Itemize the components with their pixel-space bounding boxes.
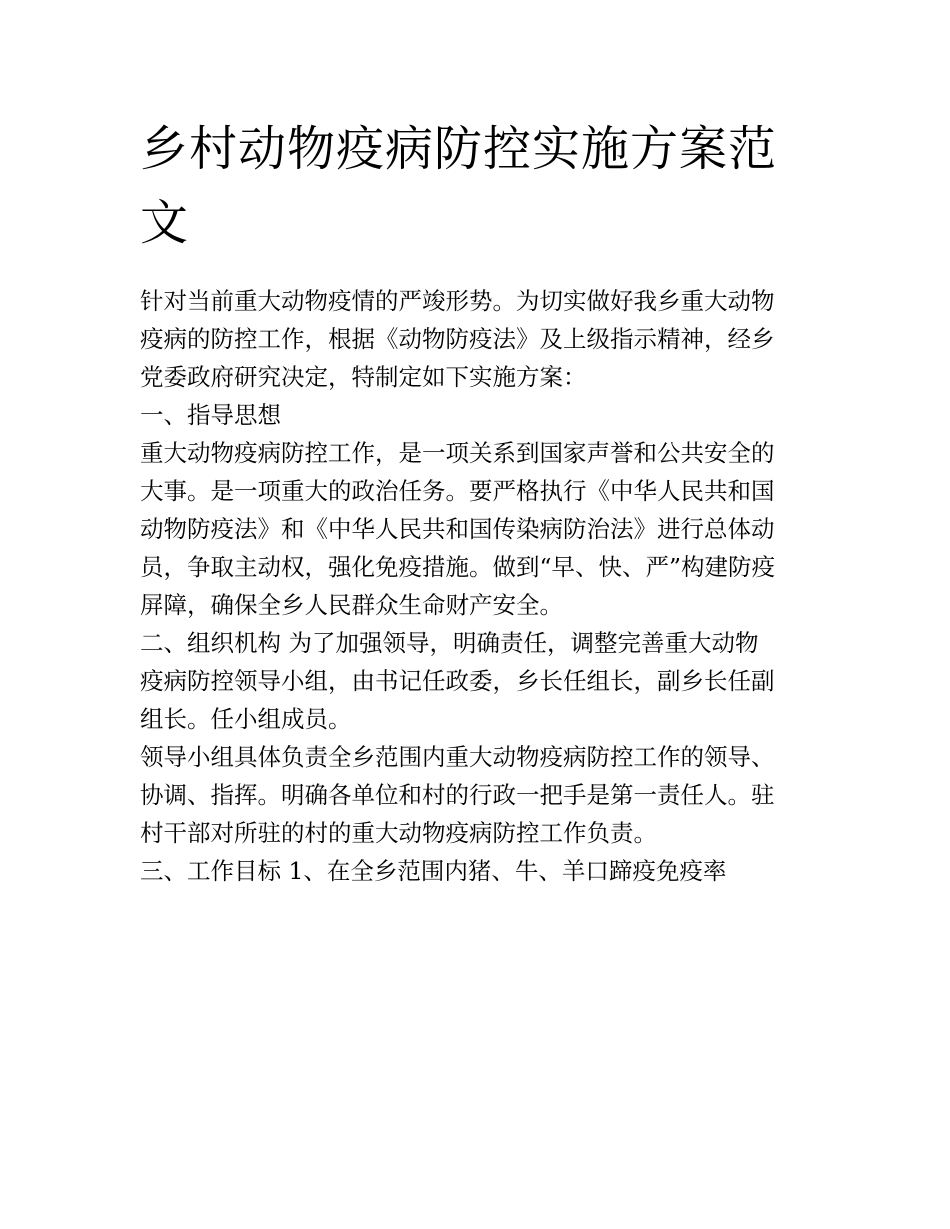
paragraph-work-goals — [140, 852, 820, 890]
document-body — [140, 282, 820, 890]
text-line: 动物防疫法》和《中华人民共和国传染病防治法》进行总体动 — [140, 515, 775, 543]
paragraph-intro — [140, 282, 820, 396]
title-line: 乡村动物疫病防控实施方案范 — [140, 121, 778, 177]
text-line: 疫病的防控工作，根据《动物防疫法》及上级指示精神，经乡 — [140, 325, 775, 353]
text-line: 大事。是一项重大的政治任务。要严格执行《中华人民共和国 — [140, 477, 775, 505]
text-line: 协调、指挥。明确各单位和村的行政一把手是第一责任人。驻 — [140, 781, 775, 809]
text-line: 屏障，确保全乡人民群众生命财产安全。 — [140, 591, 563, 619]
paragraph-leadership-duties — [140, 738, 820, 852]
text-line: 重大动物疫病防控工作，是一项关系到国家声誉和公共安全的 — [140, 439, 775, 467]
text-line: 组长。任小组成员。 — [140, 705, 352, 733]
text-line: 员，争取主动权，强化免疫措施。做到“早、快、严”构建防疫 — [140, 553, 776, 581]
text-line: 领导小组具体负责全乡范围内重大动物疫病防控工作的领导、 — [140, 743, 775, 771]
text-line: 党委政府研究决定，特制定如下实施方案： — [140, 363, 587, 391]
document-title — [140, 112, 820, 260]
text-line: 一、指导思想 — [140, 401, 281, 429]
text-line: 疫病防控领导小组，由书记任政委，乡长任组长，副乡长任副 — [140, 667, 775, 695]
paragraph-guiding-ideology — [140, 434, 820, 624]
text-line: 针对当前重大动物疫情的严竣形势。为切实做好我乡重大动物 — [140, 287, 775, 315]
section-heading-guiding-ideology — [140, 396, 820, 434]
paragraph-organization — [140, 624, 820, 738]
title-line: 文 — [140, 195, 190, 251]
text-line: 村干部对所驻的村的重大动物疫病防控工作负责。 — [140, 819, 657, 847]
text-line: 三、工作目标 1、在全乡范围内猪、牛、羊口蹄疫免疫率 — [140, 857, 727, 885]
text-line: 二、组织机构 为了加强领导，明确责任，调整完善重大动物 — [140, 629, 759, 657]
